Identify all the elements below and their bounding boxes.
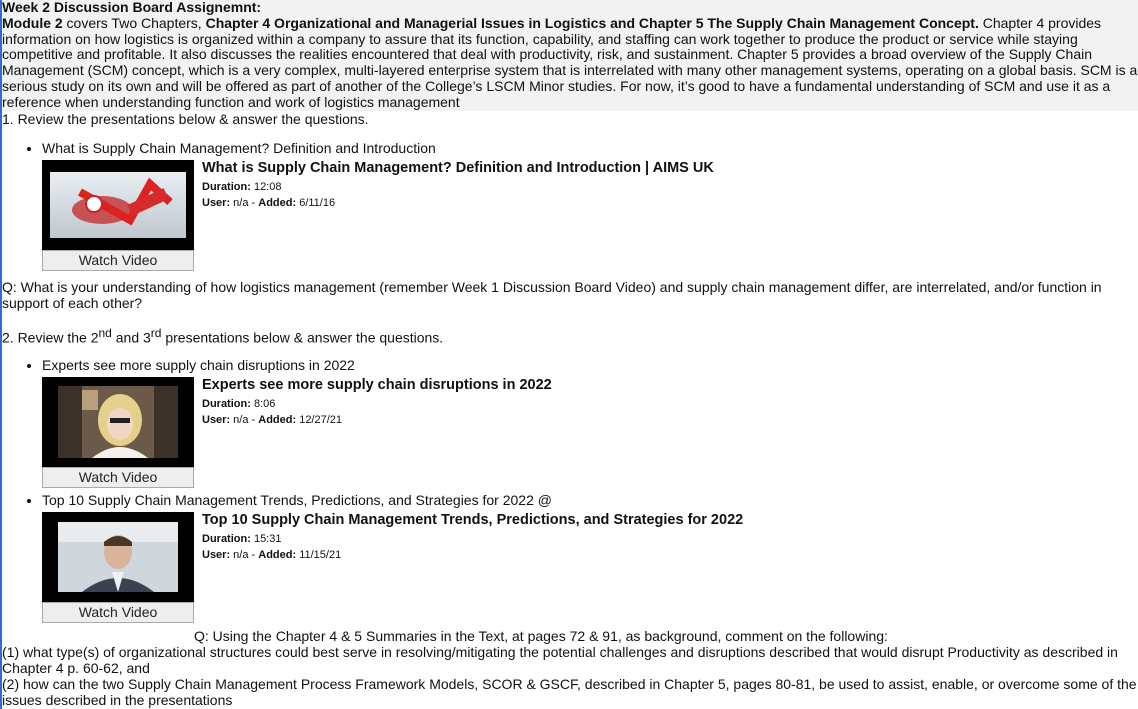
duration-value: 8:06 [250, 398, 276, 411]
intro-body: Chapter 4 provides information on how logistics is organized within a company to assure that its function, capability, and staffing can work together to produce the product or service while staying competitive and profitable. It also discusses the realities encountered that deal with productivity, risk, and sustainment. Chapter 5 provides a broad overview of the Supply Chain Management (SCM) concept, which is a very complex, multi-layered enterprise system that is interrelated with many other management systems, operating on a global basis. SCM is a serious study on its own and will be offered as part of another of the College’s LSCM Minor studies. For now, it’s good to have a fundamental understanding of SCM and use it as a reference when understanding function and work of logistics management [2, 14, 1138, 110]
user-value: n/a - [230, 414, 259, 427]
intro-section [2, 0, 1138, 111]
question-2-lead: Q: Using the Chapter 4 & 5 Summaries in the Text, at pages 72 & 91, as background, comment on the following: [194, 628, 888, 644]
step-2-c: presentations below & answer the questions. [161, 329, 444, 346]
thumbnail-image-icon [58, 386, 178, 458]
intro-paragraph [2, 16, 1138, 111]
watch-video-button[interactable]: Watch Video [42, 602, 194, 623]
video-title[interactable]: What is Supply Chain Management? Definition and Introduction | AIMS UK [202, 159, 714, 176]
video-title[interactable]: Top 10 Supply Chain Management Trends, Predictions, and Strategies for 2022 [202, 512, 744, 529]
question-2-item-2: (2) how can the two Supply Chain Management Process Framework Models, SCOR & GSCF, described in Chapter 5, pages 80-81, be used to assist, enable, or overcome some of the issues described in the presentations [2, 676, 1137, 708]
module-label: Module 2 [2, 14, 63, 31]
video-duration [202, 531, 743, 547]
video-bullet-text: Top 10 Supply Chain Management Trends, Predictions, and Strategies for 2022 @ [42, 492, 552, 509]
user-value: n/a - [230, 196, 259, 209]
video-thumbnail[interactable] [42, 377, 194, 467]
user-value: n/a - [230, 549, 259, 562]
added-label: Added: [258, 414, 297, 427]
watch-video-button[interactable]: Watch Video [42, 250, 194, 271]
step-2-sup-2: rd [150, 325, 162, 340]
video-thumbnail[interactable] [42, 512, 194, 602]
video-bullet-text: What is Supply Chain Management? Definition and Introduction [42, 139, 436, 156]
page-title: Week 2 Discussion Board Assignemnt: [2, 0, 262, 15]
step-2-a: 2. Review the 2 [2, 329, 99, 346]
question-2-items [2, 644, 1138, 708]
duration-label: Duration: [202, 180, 251, 193]
video-card-2 [42, 377, 1138, 488]
video-bullet-1 [42, 140, 1138, 271]
video-user-added [202, 547, 743, 563]
video-card-1 [42, 160, 1138, 271]
video-duration [202, 396, 552, 412]
video-user-added [202, 412, 552, 428]
user-label: User: [202, 196, 231, 209]
step-2-sup-1: nd [98, 325, 112, 340]
added-label: Added: [258, 549, 297, 562]
step-2-b: and 3 [111, 329, 151, 346]
question-2-item-1: (1) what type(s) of organizational structures could best serve in resolving/mitigating the potential challenges and disruptions described that would disrupt Productivity as described in Chapter 4 p. 60-62, and [2, 644, 1118, 676]
added-label: Added: [258, 196, 297, 209]
video-thumbnail[interactable] [42, 160, 194, 250]
video-title[interactable]: Experts see more supply chain disruptions in 2022 [202, 377, 552, 394]
duration-value: 12:08 [250, 180, 282, 193]
user-label: User: [202, 549, 231, 562]
step-2 [2, 325, 1138, 346]
covers-text: covers Two Chapters, [62, 14, 206, 31]
video-bullet-2 [42, 357, 1138, 488]
duration-label: Duration: [202, 398, 251, 411]
video-bullet-text: Experts see more supply chain disruptions in 2022 [42, 357, 355, 374]
duration-value: 15:31 [250, 533, 282, 546]
step-1: 1. Review the presentations below & answer the questions. [2, 110, 369, 127]
added-value: 6/11/16 [296, 196, 336, 209]
watch-video-button[interactable]: Watch Video [42, 467, 194, 488]
duration-label: Duration: [202, 533, 251, 546]
question-1: Q: What is your understanding of how logistics management (remember Week 1 Discussion Board Video) and supply chain management differ, are interrelated, and/or function in support of each other? [2, 278, 1102, 311]
video-list-1 [2, 140, 1138, 271]
thumbnail-image-icon [58, 522, 178, 592]
added-value: 12/27/21 [296, 414, 343, 427]
video-duration [202, 179, 714, 195]
chapters-title: Chapter 4 Organizational and Managerial Issues in Logistics and Chapter 5 The Supply Chain Management Concept. [205, 14, 979, 31]
video-bullet-3 [42, 492, 1138, 623]
video-user-added [202, 195, 714, 211]
user-label: User: [202, 414, 231, 427]
video-list-2 [2, 357, 1138, 623]
thumbnail-image-icon [50, 172, 186, 238]
added-value: 11/15/21 [296, 549, 342, 562]
video-card-3 [42, 512, 1138, 623]
